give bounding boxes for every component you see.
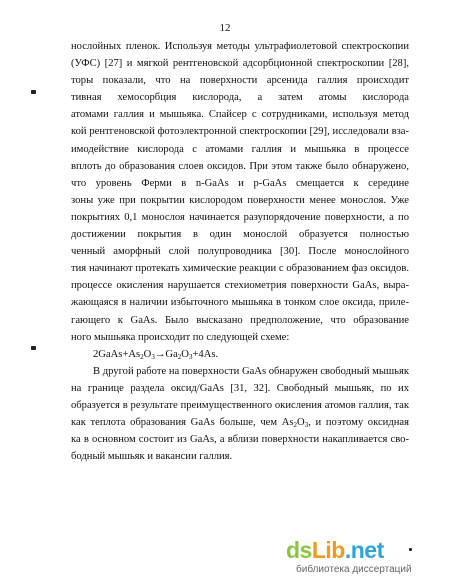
page-number: 12 bbox=[219, 22, 231, 34]
text-line: покрытиях 0,1 монослоя начинается разупорядочение поверхности, а по bbox=[71, 211, 409, 223]
text-line: ченный аморфный слой полупроводника [30]. После монослойного bbox=[71, 246, 409, 258]
text-line: ного мышьяка происходит по следующей схеме: bbox=[71, 331, 290, 343]
dslib-watermark bbox=[286, 537, 446, 577]
text-line: (УФС) [27] и мягкой рентгеновской адсорбционной спектроскопии [28], bbox=[71, 58, 409, 70]
watermark-subtitle: библиотека диссертаций bbox=[296, 564, 412, 575]
text-line: нослойных пленок. Используя методы ультрафиолетовой спектроскопии bbox=[71, 41, 409, 52]
text-line: как теплота образования GaAs больше, чем $As_2O_3$, и поэтому оксидная bbox=[71, 417, 409, 430]
dslib-logo: dsLib.net bbox=[286, 537, 384, 563]
text-line: бодный мышьяк и вакансии галлия. bbox=[71, 451, 233, 463]
text-line: гающего к GaAs. Было высказано предположение, что образование bbox=[71, 314, 409, 326]
text-line: вплоть до образования слоев оксидов. При этом также было обнаружено, bbox=[71, 160, 409, 172]
chemical-formula: $2GaAs+As_2O_3\to Ga_2O_3+4As$. bbox=[93, 348, 219, 361]
text-line: достижении покрытия в один монослой образуется полностью bbox=[71, 229, 409, 241]
text-line: имодействие кислорода с атомами галлия и мышьяка в процессе bbox=[71, 143, 409, 155]
text-line: зоны уже при покрытии кислородом поверхности менее монослоя. Уже bbox=[71, 194, 409, 206]
text-line: на границе раздела оксид/GaAs [31, 32]. Свободный мышьяк, по их bbox=[71, 382, 409, 394]
text-line: жающаяся в наличии избыточного мышьяка в тонком слое оксида, приле- bbox=[71, 297, 409, 309]
text-line: кой рентгеновской фотоэлектронной спектроскопии [29], исследовали вза- bbox=[71, 126, 409, 138]
body-text bbox=[71, 38, 409, 465]
text-line: процессе окисления нарушается стехиометрия поверхности GaAs, выра- bbox=[71, 280, 409, 292]
text-line: образуется в результате преимущественного окисления атомов галлия, так bbox=[71, 399, 409, 411]
text-line: тивная хемосорбция кислорода, а затем атомы кислорода bbox=[71, 92, 409, 104]
margin-mark bbox=[31, 90, 36, 94]
text-line: атомами галлия и мышьяка. Спайсер с сотрудниками, используя метод bbox=[71, 109, 409, 121]
text-line: ка в основном состоит из GaAs, а вблизи поверхности накапливается сво- bbox=[71, 434, 409, 446]
text-line: тия начинают протекать химические реакции с образованием фаз оксидов. bbox=[71, 263, 409, 275]
text-line: торы показали, что на поверхности арсенида галлия происходит bbox=[71, 75, 409, 87]
text-line: что уровень Ферми в n-GaAs и p-GaAs смещается к середине bbox=[71, 177, 409, 189]
text-line: В другой работе на поверхности GaAs обнаружен свободный мышьяк bbox=[93, 365, 409, 377]
margin-mark bbox=[31, 346, 36, 350]
